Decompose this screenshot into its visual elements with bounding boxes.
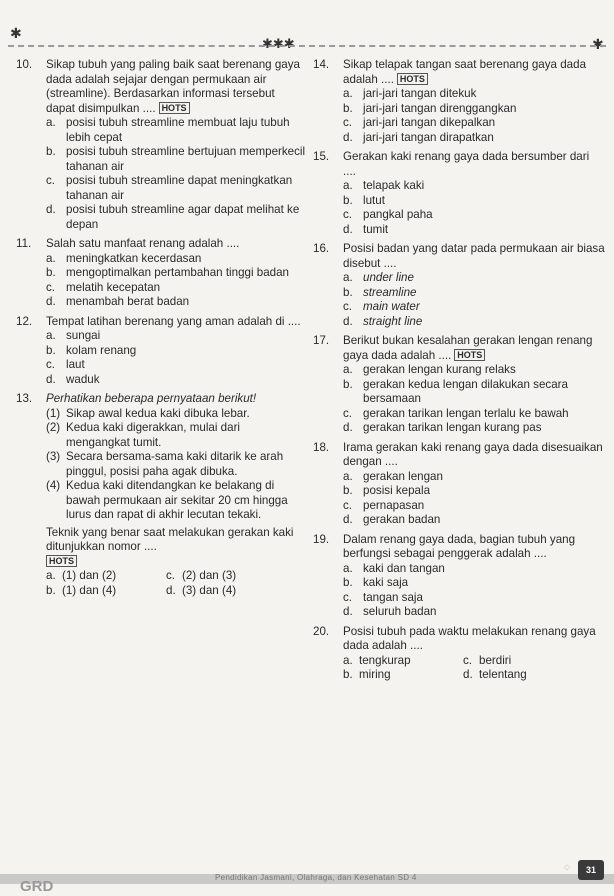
option-d[interactable]: d. waduk [46,372,100,386]
option-b[interactable]: b. kaki saja [343,576,409,589]
option-a[interactable]: a. gerakan lengan kurang relaks [343,363,516,376]
option-b[interactable]: b. jari-jari tangan direnggangkan [343,101,517,115]
options-grid [343,654,605,683]
question-number: 18. [313,440,330,454]
question-number: 19. [313,532,330,546]
question-20 [313,625,605,683]
star-icon: ✱ [592,37,604,53]
question-number: 14. [313,58,330,71]
question-number: 17. [313,334,330,347]
page-footer [0,860,614,896]
question-number: 10. [16,58,33,71]
option-c[interactable]: c. gerakan tarikan lengan terlalu ke bawah [343,406,569,420]
option-a[interactable]: a. meningkatkan kecerdasan [46,251,202,265]
option-d[interactable]: d. gerakan tarikan lengan kurang pas [343,421,542,434]
option-d[interactable]: d. seluruh badan [343,605,437,618]
option-d[interactable]: d. telentang [463,668,527,681]
question-number: 16. [313,242,330,255]
option-a[interactable]: a. kaki dan tangan [343,561,445,575]
question-text: Posisi tubuh pada waktu melakukan renang gaya dada adalah .... [343,624,596,652]
option-c[interactable]: c. pernapasan [343,498,425,512]
hots-badge: HOTS [159,102,190,114]
question-13 [16,392,306,598]
statement-3: (3) Secara bersama-sama kaki ditarik ke arah pinggul, posisi paha agak dibuka. [46,450,284,478]
question-number: 13. [16,392,33,405]
question-number: 15. [313,150,330,163]
question-text: Irama gerakan kaki renang gaya dada disesuaikan dengan .... [343,440,603,468]
option-c[interactable]: c. berdiri [463,653,512,667]
option-c[interactable]: c. melatih kecepatan [46,280,161,294]
option-a[interactable]: a. telapak kaki [343,179,425,192]
option-b[interactable]: b. mengoptimalkan pertambahan tinggi badan [46,266,290,279]
question-text: Perhatikan beberapa pernyataan berikut! [46,392,257,405]
option-b[interactable]: b. streamline [343,285,417,299]
publisher-logo: GRD [20,878,54,895]
option-a[interactable]: a. tengkurap [343,653,411,667]
option-b[interactable]: b. posisi tubuh streamline bertujuan memperkecil tahanan air [46,145,306,173]
question-text: Sikap tubuh yang paling baik saat berenang gaya dada adalah sejajar dengan permukaan air (streamline). Berdasarkan informasi tersebut dapat disimpulkan .... HOTS [46,58,300,115]
footer-book-title: Pendidikan Jasmani, Olahraga, dan Kesehatan SD 4 [215,873,417,882]
option-c[interactable]: c. (2) dan (3) [166,569,237,582]
question-text: Sikap telapak tangan saat berenang gaya dada adalah .... HOTS [343,58,587,86]
option-a[interactable]: a. under line [343,271,414,284]
question-12 [16,315,306,388]
question-11 [16,237,306,310]
option-b[interactable]: b. kolam renang [46,343,137,357]
question-text: Posisi badan yang datar pada permukaan air biasa disebut .... [343,242,605,270]
option-d[interactable]: d. gerakan badan [343,513,441,526]
right-column [313,58,605,688]
option-b[interactable]: b. lutut [343,193,385,207]
option-d[interactable]: d. posisi tubuh streamline agar dapat melihat ke depan [46,203,300,231]
statement-1: (1) Sikap awal kedua kaki dibuka lebar. [46,406,250,420]
question-number: 11. [16,237,32,250]
question-10 [16,58,306,232]
option-b[interactable]: b. (1) dan (4) [46,583,117,597]
question-text: Dalam renang gaya dada, bagian tubuh yang berfungsi sebagai penggerak adalah .... [343,532,576,560]
stars-ornament-icon: ✱✱✱ [262,37,295,52]
question-19 [313,533,605,620]
option-d[interactable]: d. tumit [343,222,389,236]
page-number: 31 [578,860,604,880]
option-c[interactable]: c. main water [343,300,420,313]
hots-badge: HOTS [397,73,428,85]
question-text: Tempat latihan berenang yang aman adalah di .... [46,314,301,328]
option-c[interactable]: c. jari-jari tangan dikepalkan [343,116,496,129]
question-15 [313,150,605,237]
option-a[interactable]: a. gerakan lengan [343,469,443,483]
statement-2: (2) Kedua kaki digerakkan, mulai dari mengangkat tumit. [46,421,241,449]
left-column [16,58,306,603]
option-b[interactable]: b. gerakan kedua lengan dilakukan secara bersamaan [343,377,568,405]
header-divider [8,45,606,47]
question-17 [313,334,605,436]
option-c[interactable]: c. laut [46,358,85,371]
star-icon: ✱ [10,26,22,42]
question-text: Gerakan kaki renang gaya dada bersumber dari .... [343,150,590,178]
option-b[interactable]: b. miring [343,668,391,681]
option-c[interactable]: c. tangan saja [343,590,423,604]
question-number: 20. [313,624,330,638]
question-text: Berikut bukan kesalahan gerakan lengan renang gaya dada adalah .... HOTS [343,334,593,362]
question-18 [313,441,605,528]
question-text: Salah satu manfaat renang adalah .... [46,237,240,250]
hots-badge: HOTS [46,555,77,567]
option-b[interactable]: b. posisi kepala [343,484,431,497]
option-c[interactable]: c. posisi tubuh streamline dapat meningkatkan tahanan air [46,174,293,202]
option-d[interactable]: d. (3) dan (4) [166,583,237,597]
option-d[interactable]: d. jari-jari tangan dirapatkan [343,130,494,144]
option-d[interactable]: d. straight line [343,314,423,328]
circle-ornament-icon: ◌ [564,862,570,873]
hots-badge: HOTS [454,349,485,361]
statement-4: (4) Kedua kaki ditendangkan ke belakang di bawah permukaan air sekitar 20 cm hingga lurus dan rapat di akhir lecutan tekaki. [46,479,288,521]
option-a[interactable]: a. (1) dan (2) [46,569,117,582]
option-a[interactable]: a. jari-jari tangan ditekuk [343,87,477,100]
option-c[interactable]: c. pangkal paha [343,208,433,221]
option-a[interactable]: a. sungai [46,329,101,342]
options-grid [46,569,306,598]
question-number: 12. [16,314,33,328]
question-16 [313,242,605,329]
question-prompt: Teknik yang benar saat melakukan gerakan kaki ditunjukkan nomor .... HOTS [46,525,294,566]
question-14 [313,58,605,145]
option-a[interactable]: a. posisi tubuh streamline membuat laju tubuh lebih cepat [46,116,290,144]
option-d[interactable]: d. menambah berat badan [46,295,190,308]
